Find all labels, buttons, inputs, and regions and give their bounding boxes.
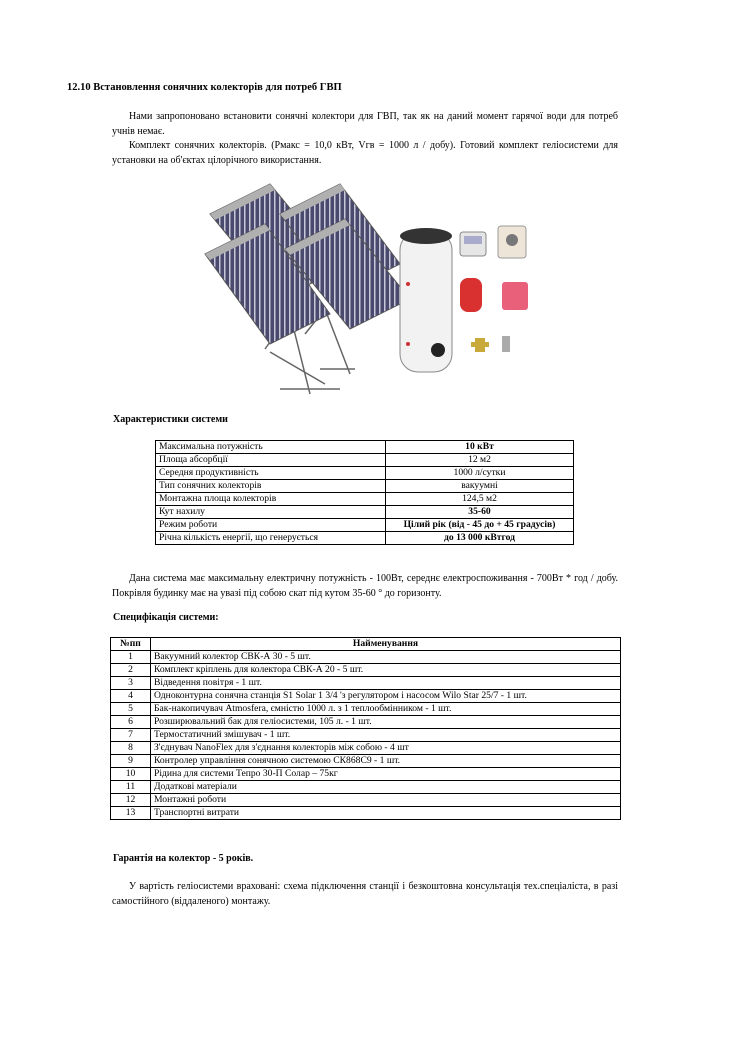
expansion-tank-icon — [460, 278, 482, 312]
spec-name: Транспортні витрати — [151, 807, 621, 820]
spec-name: Одноконтурна сонячна станція S1 Solar 1 3/4 'з регулятором і насосом Wilo Star 25/7 - 1 шт. — [151, 690, 621, 703]
intro-paragraph-1 — [112, 109, 618, 139]
characteristic-name: Максимальна потужність — [156, 441, 386, 454]
final-paragraph-text: У вартість геліосистеми враховані: схема підключення станції і безкоштовна консультація тех.спеціаліста, в разі самостійного (віддаленого) монтажу. — [112, 881, 618, 907]
characteristics-title: Характеристики системи — [113, 414, 228, 425]
characteristic-name: Режим роботи — [156, 519, 386, 532]
spec-num: 11 — [111, 781, 151, 794]
pump-station-icon — [498, 226, 526, 258]
final-paragraph — [112, 879, 618, 909]
spec-name: З'єднувач NanoFlex для з'єднання колекторів між собою - 4 шт — [151, 742, 621, 755]
spec-num: 10 — [111, 768, 151, 781]
intro-paragraph-2-text: Комплект сонячних колекторів. (Pмакс = 10,0 кВт, Vгв = 1000 л / добу). Готовий комплект геліосистеми для установки на об'єктах цілорічного використання. — [112, 140, 618, 166]
intro-paragraph-1-text: Нами запропоновано встановити сонячні колектори для ГВП, так як на даний момент гарячої води для потреб учнів немає. — [112, 111, 618, 137]
spec-row — [111, 677, 621, 690]
characteristic-name: Площа абсорбції — [156, 454, 386, 467]
characteristics-table — [155, 440, 574, 545]
spec-row — [111, 755, 621, 768]
specification-title: Специфікація системи: — [113, 612, 219, 623]
characteristic-name: Кут нахилу — [156, 506, 386, 519]
spec-num: 12 — [111, 794, 151, 807]
spec-name: Монтажні роботи — [151, 794, 621, 807]
liquid-canister-icon — [502, 282, 528, 310]
controller-icon — [460, 232, 486, 256]
spec-header-name: Найменування — [151, 638, 621, 651]
characteristics-row — [156, 467, 574, 480]
characteristic-value: 12 м2 — [386, 454, 574, 467]
spec-name: Рідина для системи Тепро 30-П Солар – 75кг — [151, 768, 621, 781]
spec-num: 3 — [111, 677, 151, 690]
spec-num: 13 — [111, 807, 151, 820]
spec-row — [111, 729, 621, 742]
characteristic-name: Річна кількість енергії, що генерується — [156, 532, 386, 545]
spec-header-row — [111, 638, 621, 651]
spec-row — [111, 807, 621, 820]
characteristic-name: Тип сонячних колекторів — [156, 480, 386, 493]
spec-row — [111, 781, 621, 794]
section-heading: 12.10 Встановлення сонячних колекторів для потреб ГВП — [67, 82, 342, 93]
spec-name: Розширювальний бак для геліосистеми, 105 л. - 1 шт. — [151, 716, 621, 729]
intro-paragraph-2 — [112, 138, 618, 168]
characteristics-row — [156, 506, 574, 519]
spec-num: 7 — [111, 729, 151, 742]
warranty-note: Гарантія на колектор - 5 років. — [113, 853, 254, 864]
system-paragraph-text: Дана система має максимальну електричну потужність - 100Вт, середнє електроспоживання - 700Вт * год / добу. Покрівля будинку має на увазі під собою скат під кутом 35-60 ° до горизонту. — [112, 573, 618, 599]
air-vent-icon — [502, 336, 510, 352]
spec-row — [111, 716, 621, 729]
storage-tank — [400, 228, 452, 372]
characteristic-name: Середня продуктивність — [156, 467, 386, 480]
characteristic-value: до 13 000 кВтгод — [386, 532, 574, 545]
characteristics-row — [156, 493, 574, 506]
characteristic-value: вакуумні — [386, 480, 574, 493]
spec-name: Контролер управління сонячною системою СК868С9 - 1 шт. — [151, 755, 621, 768]
solar-kit-illustration — [200, 174, 540, 404]
characteristic-value: 1000 л/сутки — [386, 467, 574, 480]
spec-num: 9 — [111, 755, 151, 768]
spec-num: 8 — [111, 742, 151, 755]
spec-name: Бак-накопичувач Atmosfera, ємністю 1000 л. з 1 теплообмінником - 1 шт. — [151, 703, 621, 716]
spec-row — [111, 703, 621, 716]
spec-name: Додаткові матеріали — [151, 781, 621, 794]
spec-name: Вакуумний колектор СВК-А 30 - 5 шт. — [151, 651, 621, 664]
characteristic-value: 35-60 — [386, 506, 574, 519]
characteristic-value: 10 кВт — [386, 441, 574, 454]
spec-num: 2 — [111, 664, 151, 677]
spec-name: Комплект кріплень для колектора СВК-А 20 - 5 шт. — [151, 664, 621, 677]
spec-name: Відведення повітря - 1 шт. — [151, 677, 621, 690]
characteristics-row — [156, 480, 574, 493]
spec-num: 5 — [111, 703, 151, 716]
characteristics-row — [156, 532, 574, 545]
spec-num: 4 — [111, 690, 151, 703]
spec-row — [111, 664, 621, 677]
characteristics-row — [156, 441, 574, 454]
characteristics-row — [156, 519, 574, 532]
characteristic-value: Цілий рік (від - 45 до + 45 градусів) — [386, 519, 574, 532]
characteristic-name: Монтажна площа колекторів — [156, 493, 386, 506]
characteristics-row — [156, 454, 574, 467]
spec-num: 1 — [111, 651, 151, 664]
specification-table — [110, 637, 621, 820]
spec-row — [111, 651, 621, 664]
spec-row — [111, 690, 621, 703]
spec-num: 6 — [111, 716, 151, 729]
spec-header-num: №пп — [111, 638, 151, 651]
spec-row — [111, 742, 621, 755]
spec-row — [111, 768, 621, 781]
spec-name: Термостатичний змішувач - 1 шт. — [151, 729, 621, 742]
spec-row — [111, 794, 621, 807]
mixer-valve-icon — [471, 338, 489, 352]
system-paragraph — [112, 571, 618, 601]
characteristic-value: 124,5 м2 — [386, 493, 574, 506]
